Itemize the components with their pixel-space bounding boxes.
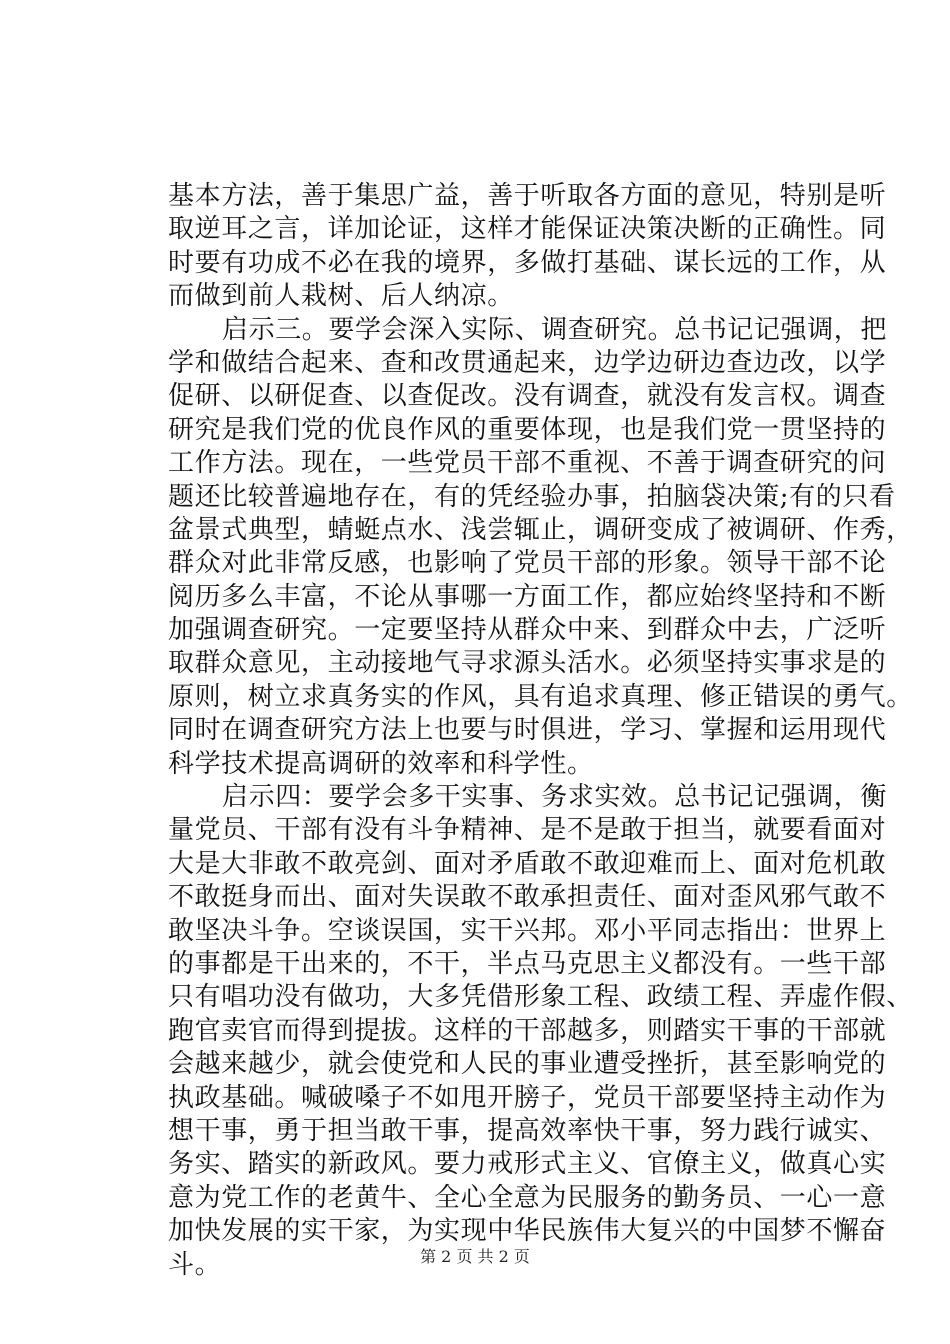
text-line: 会越来越少，就会使党和人民的事业遭受挫折，甚至影响党的 — [168, 1049, 887, 1080]
text-line: 不敢挺身而出、面对失误敢不敢承担责任、面对歪风邪气敢不 — [168, 882, 887, 913]
text-line: 而做到前人栽树、后人纳凉。 — [168, 281, 514, 312]
text-line: 启示四：要学会多干实事、务求实效。总书记记强调，衡 — [222, 782, 888, 813]
text-line: 研究是我们党的优良作风的重要体现，也是我们党一贯坚持的 — [168, 414, 887, 445]
text-line: 加快发展的实干家，为实现中华民族伟大复兴的中国梦不懈奋 — [168, 1216, 887, 1247]
text-line: 阅历多么丰富，不论从事哪一方面工作，都应始终坚持和不断 — [168, 581, 887, 612]
text-line: 斗。 — [168, 1249, 222, 1280]
text-line: 的事都是干出来的，不干，半点马克思主义都没有。一些干部 — [168, 948, 887, 979]
paragraph — [168, 781, 913, 1282]
text-line: 盆景式典型，蜻蜓点水、浅尝辄止，调研变成了被调研、作秀， — [168, 514, 913, 545]
text-line: 只有唱功没有做功，大多凭借形象工程、政绩工程、弄虚作假、 — [168, 982, 913, 1013]
text-line: 启示三。要学会深入实际、调查研究。总书记记强调，把 — [222, 314, 888, 345]
document-body — [168, 180, 913, 1282]
text-line: 务实、踏实的新政风。要力戒形式主义、官僚主义，做真心实 — [168, 1149, 887, 1180]
text-line: 原则，树立求真务实的作风，具有追求真理、修正错误的勇气。 — [168, 681, 913, 712]
text-line: 量党员、干部有没有斗争精神、是不是敢于担当，就要看面对 — [168, 815, 887, 846]
text-line: 加强调查研究。一定要坚持从群众中来、到群众中去，广泛听 — [168, 615, 887, 646]
text-line: 同时在调查研究方法上也要与时俱进，学习、掌握和运用现代 — [168, 715, 887, 746]
text-line: 敢坚决斗争。空谈误国，实干兴邦。邓小平同志指出：世界上 — [168, 915, 887, 946]
text-line: 取逆耳之言，详加论证，这样才能保证决策决断的正确性。同 — [168, 214, 887, 245]
text-line: 跑官卖官而得到提拔。这样的干部越多，则踏实干事的干部就 — [168, 1015, 887, 1046]
text-line: 题还比较普遍地存在，有的凭经验办事，拍脑袋决策;有的只看 — [168, 481, 896, 512]
page-footer: 第 2 页 共 2 页 — [420, 1247, 530, 1266]
paragraph — [168, 314, 913, 781]
text-line: 大是大非敢不敢亮剑、面对矛盾敢不敢迎难而上、面对危机敢 — [168, 848, 887, 879]
text-line: 促研、以研促查、以查促改。没有调查，就没有发言权。调查 — [168, 381, 887, 412]
text-line: 工作方法。现在，一些党员干部不重视、不善于调查研究的问 — [168, 448, 887, 479]
text-line: 科学技术提高调研的效率和科学性。 — [168, 748, 594, 779]
text-line: 学和做结合起来、查和改贯通起来，边学边研边查边改，以学 — [168, 347, 887, 378]
text-line: 群众对此非常反感，也影响了党员干部的形象。领导干部不论 — [168, 548, 887, 579]
text-line: 想干事，勇于担当敢干事，提高效率快干事，努力践行诚实、 — [168, 1115, 887, 1146]
text-line: 基本方法，善于集思广益，善于听取各方面的意见，特别是听 — [168, 181, 887, 211]
text-line: 取群众意见，主动接地气寻求源头活水。必须坚持实事求是的 — [168, 648, 887, 679]
text-line: 意为党工作的老黄牛、全心全意为民服务的勤务员、一心一意 — [168, 1182, 887, 1213]
paragraph — [168, 180, 887, 314]
text-line: 执政基础。喊破嗓子不如甩开膀子，党员干部要坚持主动作为 — [168, 1082, 887, 1113]
text-line: 时要有功成不必在我的境界，多做打基础、谋长远的工作，从 — [168, 247, 887, 278]
